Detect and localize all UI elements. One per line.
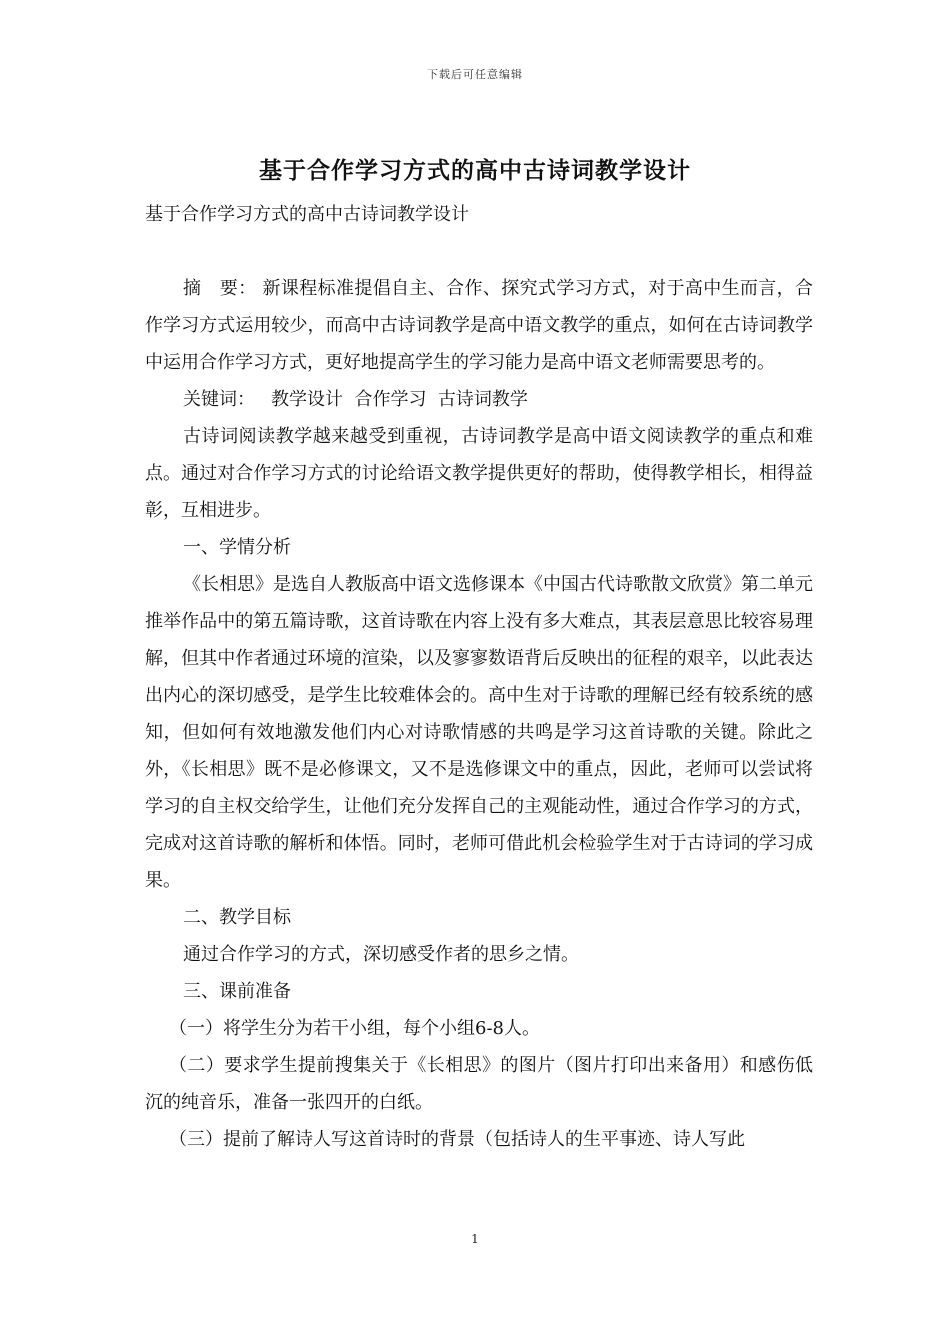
prep-item-3: （三）提前了解诗人写这首诗时的背景（包括诗人的生平事迹、诗人写此 (169, 1129, 745, 1150)
document-body (145, 196, 813, 1158)
abstract-label: 摘 要： (183, 278, 257, 299)
abstract-paragraph (145, 270, 813, 381)
section3-heading: 三、课前准备 (183, 981, 291, 1002)
header-note: 下载后可任意编辑 (427, 68, 523, 81)
page-number: 1 (471, 1232, 479, 1246)
keywords-text: 教学设计 合作学习 古诗词教学 (271, 389, 528, 410)
section1-body: 《长相思》是选自人教版高中语文选修课本《中国古代诗歌散文欣赏》第二单元推举作品中的第五篇诗歌，这首诗歌在内容上没有多大难点，其表层意思比较容易理解，但其中作者通过环境的渲染，以及寥寥数语背后反映出的征程的艰辛，以此表达出内心的深切感受，是学生比较难体会的。高中生对于诗歌的理解已经有较系统的感知，但如何有效地激发他们内心对诗歌情感的共鸣是学习这首诗歌的关键。除此之外，《长相思》既不是必修课文，又不是选修课文中的重点，因此，老师可以尝试将学习的自主权交给学生，让他们充分发挥自己的主观能动性，通过合作学习的方式，完成对这首诗歌的解析和体悟。同时，老师可借此机会检验学生对于古诗词的学习成果。 (145, 574, 813, 891)
document-title: 基于合作学习方式的高中古诗词教学设计 (259, 157, 691, 184)
abstract-text: 新课程标准提倡自主、合作、探究式学习方式，对于高中生而言，合作学习方式运用较少，而高中古诗词教学是高中语文教学的重点，如何在古诗词教学中运用合作学习方式，更好地提高学生的学习能力是高中语文老师需要思考的。 (145, 278, 814, 373)
keywords-label: 关键词： (183, 389, 255, 410)
section1-heading: 一、学情分析 (183, 537, 291, 558)
intro-paragraph: 古诗词阅读教学越来越受到重视，古诗词教学是高中语文阅读教学的重点和难点。通过对合作学习方式的讨论给语文教学提供更好的帮助，使得教学相长，相得益彰，互相进步。 (145, 426, 813, 521)
document-subtitle: 基于合作学习方式的高中古诗词教学设计 (145, 204, 469, 225)
section2-body: 通过合作学习的方式，深切感受作者的思乡之情。 (183, 944, 579, 965)
keywords-paragraph (145, 381, 813, 418)
section2-heading: 二、教学目标 (183, 907, 291, 928)
prep-item-1: （一）将学生分为若干小组，每个小组6-8人。 (169, 1018, 540, 1039)
prep-item-2: （二）要求学生提前搜集关于《长相思》的图片（图片打印出来备用）和感伤低沉的纯音乐，准备一张四开的白纸。 (145, 1055, 813, 1113)
